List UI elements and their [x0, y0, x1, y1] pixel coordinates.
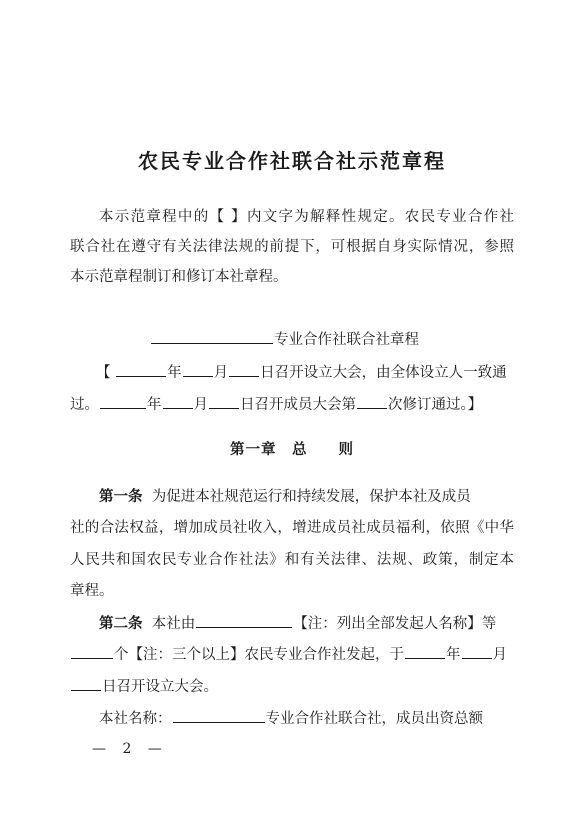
intro-line-2: 联合社在遵守有关法律法规的前提下，可根据自身实际情况，参照: [70, 239, 514, 255]
document-title: 农民专业合作社联合社示范章程: [138, 149, 446, 173]
founding-line-1: [96, 362, 514, 383]
article-2-line-1: [99, 613, 514, 634]
month-blank-1: [183, 362, 213, 377]
founding-line-2: [70, 394, 514, 415]
times-blank: [357, 394, 387, 409]
month-label-3: 月: [492, 647, 507, 663]
page-number: — 2 —: [92, 741, 168, 757]
article-2-line-2: [70, 644, 514, 665]
month-blank-3: [462, 644, 492, 659]
article-2-line-3-text: 日召开设立大会。: [102, 679, 218, 695]
article-2-prefix: 本社由: [151, 616, 196, 632]
month-label-1: 月: [213, 365, 229, 381]
day-blank-1: [229, 362, 259, 377]
article-1-label: 第一条: [99, 488, 143, 505]
month-blank-2: [163, 394, 193, 409]
name-suffix: 专业合作社联合社，成员出资总额: [265, 711, 483, 727]
open-bracket: 【: [96, 365, 111, 381]
charter-name-blank: [151, 329, 273, 344]
charter-heading: [150, 329, 480, 350]
article-2-suffix: 【注：列出全部发起人名称】等: [293, 616, 497, 632]
charter-heading-suffix: 专业合作社联合社章程: [274, 332, 419, 348]
year-label-1: 年: [167, 365, 182, 381]
article-2-mid: 个【注：三个以上】农民专业合作社发起，于: [114, 647, 404, 663]
intro-line-3: 本示范章程制订和修订本社章程。: [70, 269, 288, 285]
count-blank: [71, 644, 113, 659]
article-1-line-3: 人民共和国农民专业合作社法》和有关法律、法规、政策，制定本: [70, 552, 514, 568]
founder-names-blank: [196, 613, 292, 628]
month-label-2: 月: [193, 397, 208, 413]
year-label-2: 年: [147, 397, 162, 413]
year-blank-1: [116, 362, 166, 377]
chapter-1-heading: 第一章 总 则: [230, 441, 354, 458]
article-2-line-3: [70, 676, 514, 697]
article-1-text-1: 为促进本社规范运行和持续发展，保护本社及成员: [151, 489, 471, 505]
name-line: [99, 708, 514, 729]
intro-line-1: 本示范章程中的【 】内文字为解释性规定。农民专业合作社: [99, 209, 514, 225]
day-blank-2: [209, 394, 239, 409]
article-1-line-2: 社的合法权益，增加成员社收入，增进成员社成员福利，依照《中华: [70, 520, 514, 536]
article-1-line-4: 章程。: [70, 583, 114, 599]
name-prefix: 本社名称：: [99, 711, 172, 727]
day-blank-3: [71, 676, 101, 691]
founding-text-1: 日召开设立大会，由全体设立人一致通: [260, 365, 507, 381]
founding-times-suffix: 次修订通过。】: [388, 397, 483, 413]
article-1-line-1: [99, 487, 514, 507]
founding-text-2: 日召开成员大会第: [240, 397, 356, 413]
year-label-3: 年: [446, 647, 461, 663]
pass-label: 过。: [70, 397, 99, 413]
article-2-label: 第二条: [99, 615, 143, 632]
name-blank: [173, 708, 265, 723]
year-blank-3: [405, 644, 445, 659]
year-blank-2: [100, 394, 146, 409]
